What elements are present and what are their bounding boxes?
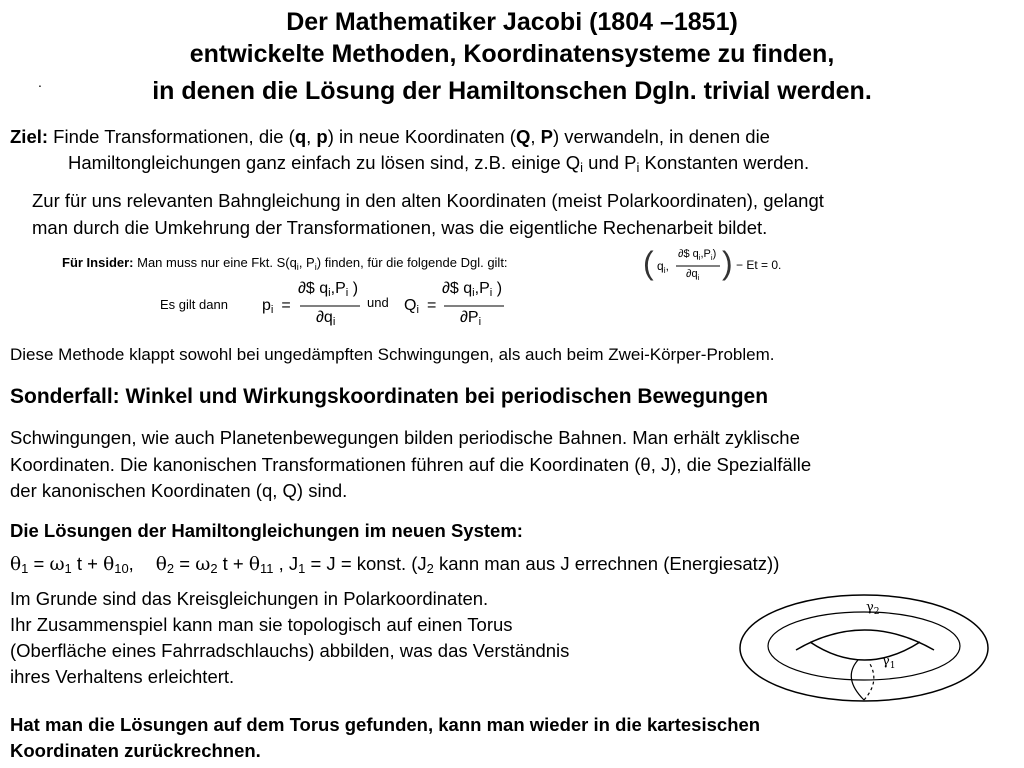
ziel-p: p (316, 126, 328, 147)
ziel-text-c: ) verwandeln, in denen die (552, 126, 770, 147)
ziel-q: q (294, 126, 307, 147)
insider-sub2: i (314, 262, 317, 272)
insider-text-b: , P (298, 255, 315, 270)
ziel-line-2 (68, 152, 809, 174)
insider-eq-num: ∂$ $q_i,P_i$) (678, 248, 717, 262)
stray-dot: . (38, 74, 42, 90)
bahn-line-1: Zur für uns relevanten Bahngleichung in den alten Koordinaten (meist Polarkoordinaten), gelangt (32, 190, 824, 211)
kreis-line-2: Ihr Zusammenspiel kann man sie topologisch auf einen Torus (10, 614, 513, 635)
ziel-l2-sub2: i (636, 160, 640, 175)
ziel-line-1 (10, 126, 770, 148)
ziel-comma-1: , (306, 126, 317, 147)
title-line-2: entwickelte Methoden, Koordinatensysteme zu finden, (189, 40, 835, 68)
insider-eq-den: $\partial q_i$ (686, 268, 700, 282)
theta-2: θ (155, 554, 167, 575)
formula-Q-fraction-bar (444, 305, 506, 307)
insider-label: Für Insider: (62, 255, 134, 270)
kreis-line-4: ihres Verhaltens erleichtert. (10, 666, 235, 687)
insider-text-a: Man muss nur eine Fkt. S(q (133, 255, 297, 270)
es-gilt-dann: Es gilt dann (160, 297, 228, 312)
methode-line: Diese Methode klappt sowohl bei ungedämpften Schwingungen, als auch beim Zwei-Körper-Problem. (10, 345, 775, 364)
torus-hole-lower (810, 642, 920, 660)
torus-diagram (730, 590, 1000, 708)
ziel-P: P (540, 126, 553, 147)
formula-p-num: ∂$ $q_i,P_i$ ) (298, 280, 359, 299)
loesungen-heading: Die Lösungen der Hamiltongleichungen im neuen System: (10, 520, 523, 541)
insider-eq-open-paren: ( (643, 245, 654, 281)
ziel-text-a: Finde Transformationen, die ( (48, 126, 295, 147)
theta-10: θ (103, 554, 115, 575)
gamma-2-label: $\gamma_2$ (866, 600, 880, 617)
insider-line (62, 255, 508, 271)
final-line-1: Hat man die Lösungen auf dem Torus gefunden, kann man wieder in die kartesischen (10, 714, 761, 735)
ziel-Q: Q (515, 126, 531, 147)
ziel-l2-c: Konstanten werden. (639, 152, 810, 173)
omega-2: ω (195, 554, 211, 575)
sonderfall-heading: Sonderfall: Winkel und Wirkungskoordinaten bei periodischen Bewegungen (10, 385, 769, 408)
kreis-line-3: (Oberfläche eines Fahrradschlauchs) abbilden, was das Verständnis (10, 640, 570, 661)
theta-1: θ (10, 554, 22, 575)
insider-eq-tail: − Et = 0. (736, 258, 782, 272)
ziel-l2-a: Hamiltongleichungen ganz einfach zu lösen sind, z.B. einige Q (68, 152, 581, 173)
formula-Q-num: ∂$ $q_i,P_i$ ) (442, 280, 503, 299)
gamma-1-hidden-curve (864, 664, 874, 700)
insider-eq-close-paren: ) (722, 245, 733, 281)
schwingungen-line-3: der kanonischen Koordinaten (q, Q) sind. (10, 480, 348, 501)
solution-equation: $\theta_1 = \omega_1$ $t + \theta_{10}$, $\theta_2 = \omega_2$ $t + \theta_{11}$ , $J_1 = J$ = konst. ($J_2$ kann man aus J errechnen (Energiesatz)) (10, 553, 780, 576)
torus-outer-edge (740, 595, 988, 701)
insider-sub1: i (296, 262, 299, 272)
ziel-label: Ziel: (10, 126, 49, 147)
ziel-text-b: ) in neue Koordinaten ( (327, 126, 516, 147)
insider-eq-q: $q_i$, (657, 259, 669, 275)
title-line-3: in denen die Lösung der Hamiltonschen Dgln. trivial werden. (152, 77, 872, 105)
theta-11: θ (248, 554, 261, 575)
kreis-line-1: Im Grunde sind das Kreisgleichungen in Polarkoordinaten. (10, 588, 489, 609)
gamma-2-curve (768, 612, 960, 680)
title-line-1: Der Mathematiker Jacobi (1804 –1851) (286, 8, 738, 36)
ziel-l2-sub1: i (580, 160, 584, 175)
formula-Q-i: $Q_i$ = (404, 297, 437, 316)
insider-text-c: ) finden, für die folgende Dgl. gilt: (316, 255, 508, 270)
insider-eq-fraction-bar (676, 265, 722, 267)
gamma-1-label: $\gamma_1$ (882, 654, 896, 671)
ziel-comma-2: , (530, 126, 541, 147)
schwingungen-line-1: Schwingungen, wie auch Planetenbewegungen bilden periodische Bahnen. Man erhält zyklische (10, 427, 800, 448)
formula-p-den: $\partial q_i$ (316, 309, 336, 328)
schwingungen-line-2: Koordinaten. Die kanonischen Transformationen führen auf die Koordinaten (θ, J), die Spezialfälle (10, 454, 812, 475)
formula-p-i: $p_i$ = (262, 297, 291, 316)
final-line-2: Koordinaten zurückrechnen. (10, 740, 261, 761)
formula-Q-den: $\partial P_i$ (460, 309, 482, 328)
formula-p-fraction-bar (300, 305, 362, 307)
ziel-l2-b: und P (583, 152, 637, 173)
bahn-line-2: man durch die Umkehrung der Transformationen, was die eigentliche Rechenarbeit bildet. (32, 217, 768, 238)
und-label: und (367, 295, 389, 310)
omega-1: ω (49, 554, 65, 575)
